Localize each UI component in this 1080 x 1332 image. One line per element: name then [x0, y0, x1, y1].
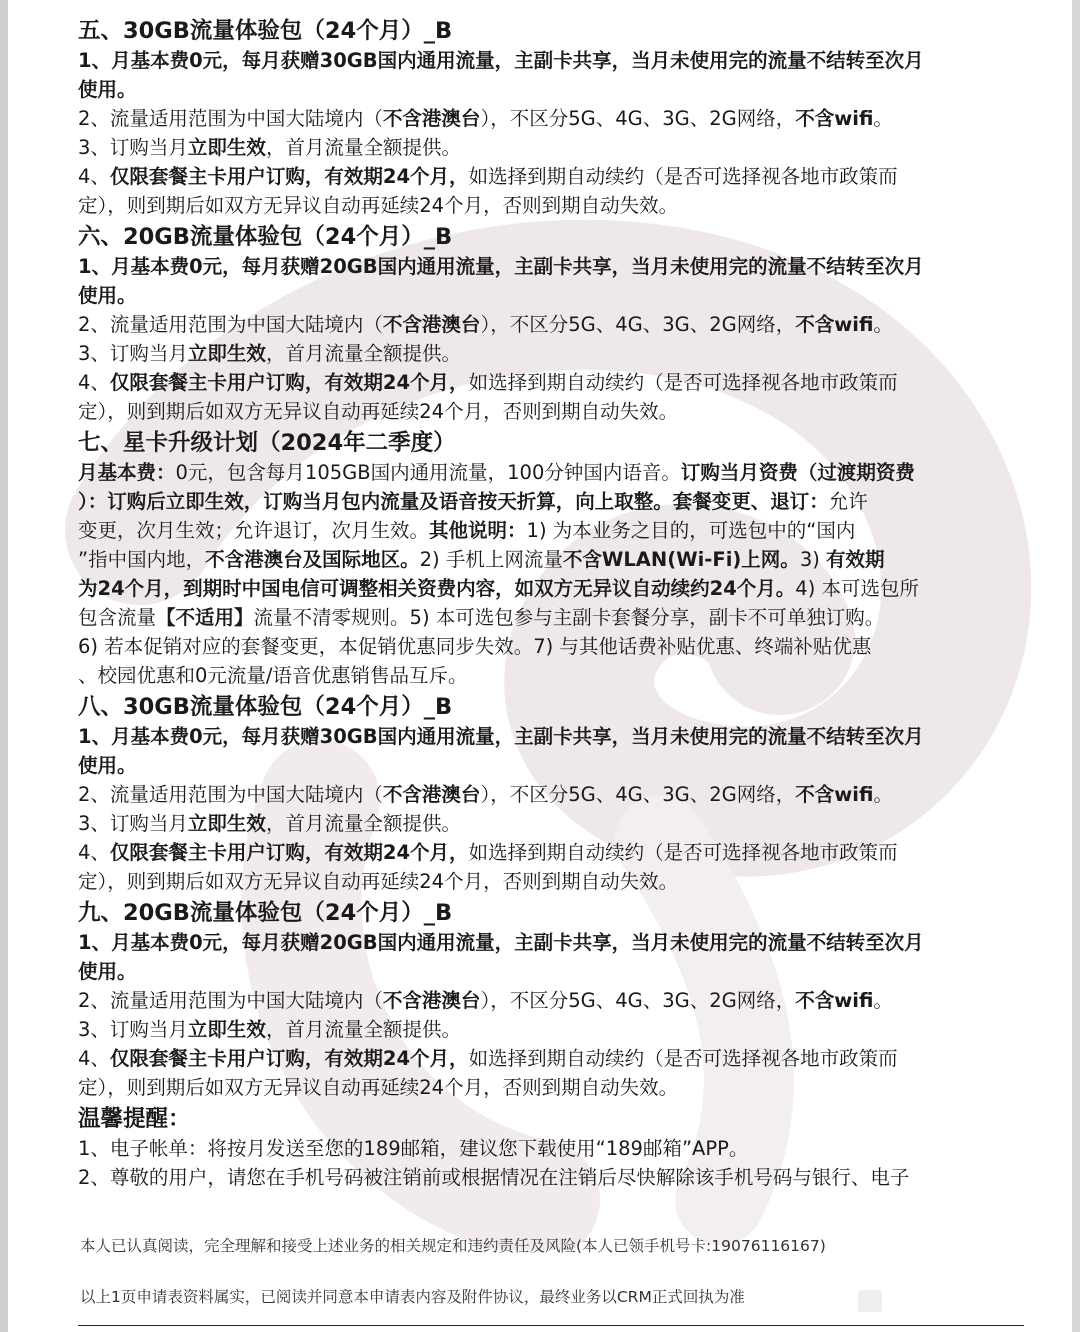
item-1-cont: 使用。 — [78, 78, 137, 101]
text: 2) 手机上网流量 — [419, 548, 563, 571]
section-title: 八、30GB流量体验包（24个月）_B — [78, 694, 453, 720]
item-1: 1、月基本费0元，每月获赠20GB国内通用流量，主副卡共享，当月未使用完的流量不结转至次月 — [78, 931, 924, 954]
item-2 — [78, 104, 1008, 133]
item-4-cont: 定），则到期后如双方无异议自动再延续24个月，否则到期自动失效。 — [78, 400, 679, 423]
item-4-cont: 定），则到期后如双方无异议自动再延续24个月，否则到期自动失效。 — [78, 194, 679, 217]
text-bold: 不含港澳台 — [382, 783, 481, 806]
item-1-cont: 使用。 — [78, 754, 137, 777]
text: 2、流量适用范围为中国大陆境内（ — [78, 107, 383, 130]
text: 。 — [873, 313, 893, 336]
item-4 — [78, 838, 1008, 867]
text-bold: 不含港澳台 — [382, 313, 481, 336]
text: 2、流量适用范围为中国大陆境内（ — [78, 783, 383, 806]
item-3 — [78, 133, 1008, 162]
text: ，首月流量全额提供。 — [265, 1018, 461, 1041]
text: ），不区分5G、4G、3G、2G网络， — [480, 989, 796, 1012]
text-bold: 【不适用】 — [156, 606, 254, 629]
text: 3、订购当月 — [78, 342, 188, 365]
item-2 — [78, 986, 1008, 1015]
page-edge-left — [0, 0, 8, 1332]
text: ），不区分5G、4G、3G、2G网络， — [480, 783, 796, 806]
section-7 — [78, 428, 1008, 690]
para-line-2 — [78, 487, 1008, 516]
text-bold: 不含wifi — [795, 107, 874, 130]
item-1-cont: 使用。 — [78, 960, 137, 983]
text: ，首月流量全额提供。 — [265, 342, 461, 365]
text: ，首月流量全额提供。 — [265, 812, 461, 835]
text-bold: 立即生效 — [187, 812, 266, 835]
text-bold: 仅限套餐主卡用户订购，有效期24个月， — [109, 841, 469, 864]
item-1: 1、月基本费0元，每月获赠20GB国内通用流量，主副卡共享，当月未使用完的流量不结转至次月 — [78, 255, 924, 278]
text: 包含流量 — [78, 606, 157, 629]
text-bold: 有效期 — [826, 548, 885, 571]
para-line-7: 6) 若本促销对应的套餐变更，本促销优惠同步失效。7) 与其他话费补贴优惠、终端补贴优惠 — [78, 635, 872, 658]
text-bold: 不含wifi — [795, 989, 874, 1012]
text-bold: 立即生效 — [187, 342, 266, 365]
item-1: 1、月基本费0元，每月获赠30GB国内通用流量，主副卡共享，当月未使用完的流量不结转至次月 — [78, 49, 924, 72]
text: 2、流量适用范围为中国大陆境内（ — [78, 989, 383, 1012]
text: 。 — [873, 107, 893, 130]
text: 允许 — [828, 490, 868, 513]
text: ”指中国内地， — [78, 548, 206, 571]
text: 1) 为本业务之目的，可选包中的“国内 — [526, 519, 856, 542]
text: 4、 — [78, 841, 110, 864]
section-9 — [78, 898, 1008, 1102]
text: ），不区分5G、4G、3G、2G网络， — [480, 313, 796, 336]
para-line-3 — [78, 516, 1008, 545]
stamp-icon — [858, 1290, 882, 1312]
text: 3、订购当月 — [78, 136, 188, 159]
item-3 — [78, 339, 1008, 368]
text-bold: 仅限套餐主卡用户订购，有效期24个月， — [109, 165, 469, 188]
text-bold: 不含wifi — [795, 783, 874, 806]
item-4 — [78, 1044, 1008, 1073]
text: 如选择到期自动续约（是否可选择视各地市政策而 — [468, 841, 898, 864]
page-edge-right — [1072, 0, 1080, 1332]
text-bold: 不含港澳台及国际地区。 — [205, 548, 420, 571]
item-3 — [78, 809, 1008, 838]
text-bold: 仅限套餐主卡用户订购，有效期24个月， — [109, 1047, 469, 1070]
text-bold: 月基本费： — [78, 461, 176, 484]
text: 0元，包含每月105GB国内通用流量，100分钟国内语音。 — [175, 461, 681, 484]
text: 。 — [873, 783, 893, 806]
text: 如选择到期自动续约（是否可选择视各地市政策而 — [468, 1047, 898, 1070]
text-bold: 立即生效 — [187, 136, 266, 159]
text: 如选择到期自动续约（是否可选择视各地市政策而 — [468, 165, 898, 188]
text: 3、订购当月 — [78, 812, 188, 835]
section-title: 九、20GB流量体验包（24个月）_B — [78, 900, 453, 926]
item-1: 1、月基本费0元，每月获赠30GB国内通用流量，主副卡共享，当月未使用完的流量不结转至次月 — [78, 725, 924, 748]
item-3 — [78, 1015, 1008, 1044]
text: 3) — [799, 548, 827, 571]
text: ，首月流量全额提供。 — [265, 136, 461, 159]
item-4 — [78, 162, 1008, 191]
text: 如选择到期自动续约（是否可选择视各地市政策而 — [468, 371, 898, 394]
item-2 — [78, 310, 1008, 339]
para-line-4 — [78, 545, 1008, 574]
section-5 — [78, 16, 1008, 220]
text-bold: ）：订购后立即生效，订购当月包内流量及语音按天折算，向上取整。套餐变更、退订： — [78, 490, 829, 513]
para-line-5 — [78, 574, 1008, 603]
text-bold: 不含港澳台 — [382, 107, 481, 130]
section-title: 六、20GB流量体验包（24个月）_B — [78, 224, 453, 250]
text: 2、流量适用范围为中国大陆境内（ — [78, 313, 383, 336]
text: 4、 — [78, 371, 110, 394]
confirm-statement: 本人已认真阅读，完全理解和接受上述业务的相关规定和违约责任及风险(本人已领手机号卡:19076116167) — [80, 1237, 826, 1255]
text-bold: 不含港澳台 — [382, 989, 481, 1012]
para-line-1 — [78, 458, 1008, 487]
item-4 — [78, 368, 1008, 397]
section-8 — [78, 692, 1008, 896]
signature-rule — [78, 1325, 1024, 1326]
reminder-line-1: 1、电子帐单：将按月发送至您的189邮箱，建议您下载使用“189邮箱”APP。 — [78, 1137, 749, 1160]
text-bold: 仅限套餐主卡用户订购，有效期24个月， — [109, 371, 469, 394]
item-4-cont: 定），则到期后如双方无异议自动再延续24个月，否则到期自动失效。 — [78, 870, 679, 893]
para-line-8: 、校园优惠和0元流量/语音优惠销售品互斥。 — [78, 664, 468, 687]
text: 4、 — [78, 1047, 110, 1070]
text-bold: 为24个月，到期时中国电信可调整相关资费内容，如双方无异议自动续约24个月。 — [78, 577, 796, 600]
text-bold: 订购当月资费（过渡期资费 — [680, 461, 915, 484]
text-bold: 不含WLAN(Wi-Fi)上网。 — [562, 548, 800, 571]
text-bold: 其他说明： — [429, 519, 527, 542]
section-6 — [78, 222, 1008, 426]
text: 4、 — [78, 165, 110, 188]
para-line-6 — [78, 603, 1008, 632]
text: 3、订购当月 — [78, 1018, 188, 1041]
accuracy-statement: 以上1页申请表资料属实，已阅读并同意本申请表内容及附件协议，最终业务以CRM正式回执为准 — [80, 1288, 745, 1306]
text: 4) 本可选包所 — [795, 577, 919, 600]
item-2 — [78, 780, 1008, 809]
text-bold: 不含wifi — [795, 313, 874, 336]
reminder-section — [78, 1104, 1008, 1192]
item-4-cont: 定），则到期后如双方无异议自动再延续24个月，否则到期自动失效。 — [78, 1076, 679, 1099]
reminder-line-2: 2、尊敬的用户，请您在手机号码被注销前或根据情况在注销后尽快解除该手机号码与银行、电子 — [78, 1166, 910, 1189]
section-title: 五、30GB流量体验包（24个月）_B — [78, 18, 453, 44]
text: 流量不清零规则。5) 本可选包参与主副卡套餐分享，副卡不可单独订购。 — [253, 606, 885, 629]
text: 变更，次月生效；允许退订，次月生效。 — [78, 519, 430, 542]
item-1-cont: 使用。 — [78, 284, 137, 307]
text: ），不区分5G、4G、3G、2G网络， — [480, 107, 796, 130]
text-bold: 立即生效 — [187, 1018, 266, 1041]
section-title: 七、星卡升级计划（2024年二季度） — [78, 430, 456, 456]
document-body — [78, 16, 1008, 1192]
text: 。 — [873, 989, 893, 1012]
reminder-title: 温馨提醒： — [78, 1106, 191, 1132]
